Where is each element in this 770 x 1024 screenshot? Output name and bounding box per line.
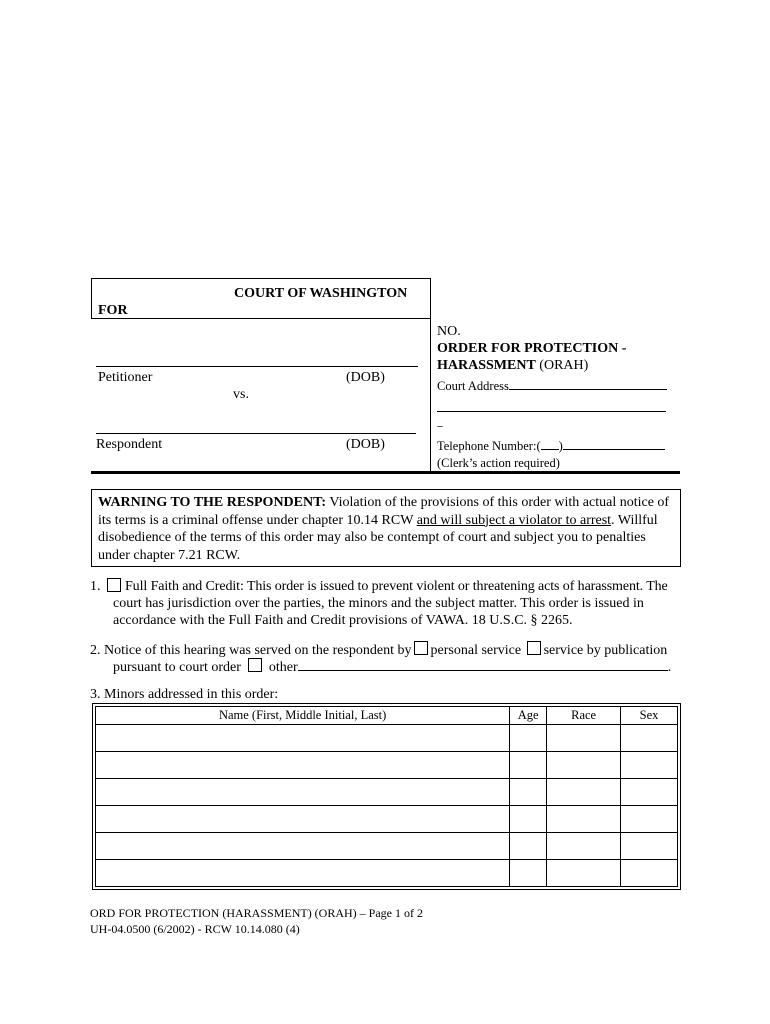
section1-line1: Full Faith and Credit: This order is issued to prevent violent or threatening acts of harassment. The [125,579,668,594]
section1-line2: court has jurisdiction over the parties, the minors and the subject matter. This order is issued in [113,596,644,611]
cell-sex[interactable] [621,806,678,833]
header-separator [91,471,680,474]
for-label: FOR [98,303,128,318]
order-title-line1: ORDER FOR PROTECTION - [437,341,627,356]
publication-service-checkbox[interactable] [527,641,541,655]
table-row [96,779,678,806]
cell-race[interactable] [547,779,621,806]
section2-line1 [90,641,667,659]
cell-name[interactable] [96,752,510,779]
caption-horizontal-divider [91,318,431,319]
table-row [96,833,678,860]
warning-text [98,494,676,564]
court-address-dash: _ [437,414,443,428]
warning-text-part1: Violation of the provisions of this order with actual notice of its terms is a criminal offense under chapter 10.14 RCW [98,495,670,528]
cell-name[interactable] [96,860,510,887]
cell-age[interactable] [510,833,547,860]
cell-name[interactable] [96,833,510,860]
cell-race[interactable] [547,860,621,887]
order-title-abbrev: (ORAH) [539,358,589,373]
clerk-note: (Clerk’s action required) [437,456,560,470]
cell-sex[interactable] [621,752,678,779]
cell-name[interactable] [96,806,510,833]
section2-line2 [113,658,671,676]
cell-race[interactable] [547,752,621,779]
telephone-area-code-field[interactable] [541,437,559,450]
cell-sex[interactable] [621,833,678,860]
court-title: COURT OF WASHINGTON [234,286,408,301]
respondent-label: Respondent [96,437,163,452]
other-checkbox[interactable] [248,658,262,672]
order-title-line2 [437,357,588,374]
personal-service-checkbox[interactable] [414,641,428,655]
cell-age[interactable] [510,779,547,806]
versus-label: vs. [233,387,249,402]
cell-age[interactable] [510,806,547,833]
cell-race[interactable] [547,806,621,833]
case-number-label: NO. [437,324,461,339]
cell-sex[interactable] [621,779,678,806]
cell-sex[interactable] [621,860,678,887]
cell-sex[interactable] [621,725,678,752]
section1-line3: accordance with the Full Faith and Credit provisions of VAWA. 18 U.S.C. § 2265. [113,613,573,628]
column-header-age: Age [510,707,547,725]
column-header-name: Name (First, Middle Initial, Last) [96,707,510,725]
petitioner-line[interactable] [96,366,418,367]
publication-service-label: service by publication [543,643,668,658]
cell-name[interactable] [96,779,510,806]
column-header-race: Race [547,707,621,725]
section2-prefix: 2. Notice of this hearing was served on the respondent by [90,643,412,658]
table-row [96,806,678,833]
cell-age[interactable] [510,725,547,752]
cell-race[interactable] [547,833,621,860]
telephone-paren-close: ) [558,439,563,453]
telephone-label: Telephone Number:( [437,439,541,453]
other-field[interactable] [298,658,668,671]
telephone-number-field[interactable] [563,437,665,450]
court-order-label: pursuant to court order [113,660,241,675]
column-header-sex: Sex [621,707,678,725]
footer-line2: UH-04.0500 (6/2002) - RCW 10.14.080 (4) [90,922,300,936]
cell-age[interactable] [510,752,547,779]
court-address-row [437,377,667,395]
footer-line1: ORD FOR PROTECTION (HARASSMENT) (ORAH) – Page 1 of 2 [90,906,423,920]
full-faith-checkbox[interactable] [107,578,121,592]
warning-text-underlined: and will subject a violator to arrest [416,512,612,528]
order-title-harassment: HARASSMENT [437,358,536,373]
table-row [96,725,678,752]
cell-race[interactable] [547,725,621,752]
warning-heading: WARNING TO THE RESPONDENT: [98,495,327,510]
petitioner-label: Petitioner [98,370,153,385]
petitioner-dob-label: (DOB) [346,370,385,385]
court-address-label: Court Address [437,379,509,393]
telephone-row [437,437,665,455]
cell-age[interactable] [510,860,547,887]
section1-number: 1. [90,579,101,594]
warning-text-part2: . Willful disobedience of the terms of this order may also be contempt of court and subject you to penalties under chapter 7.21 RCW. [98,512,658,563]
table-row [96,860,678,887]
minors-table [95,706,678,887]
cell-name[interactable] [96,725,510,752]
section2-period: . [667,660,672,675]
respondent-line[interactable] [96,433,416,434]
section3-heading: 3. Minors addressed in this order: [90,687,279,702]
respondent-dob-label: (DOB) [346,437,385,452]
court-address-field[interactable] [509,377,667,390]
minors-table-header [96,707,678,725]
table-row [96,752,678,779]
court-address-line2[interactable] [437,411,666,412]
personal-service-label: personal service [430,643,522,658]
other-label: other [268,660,298,675]
caption-vertical-divider [430,278,431,471]
